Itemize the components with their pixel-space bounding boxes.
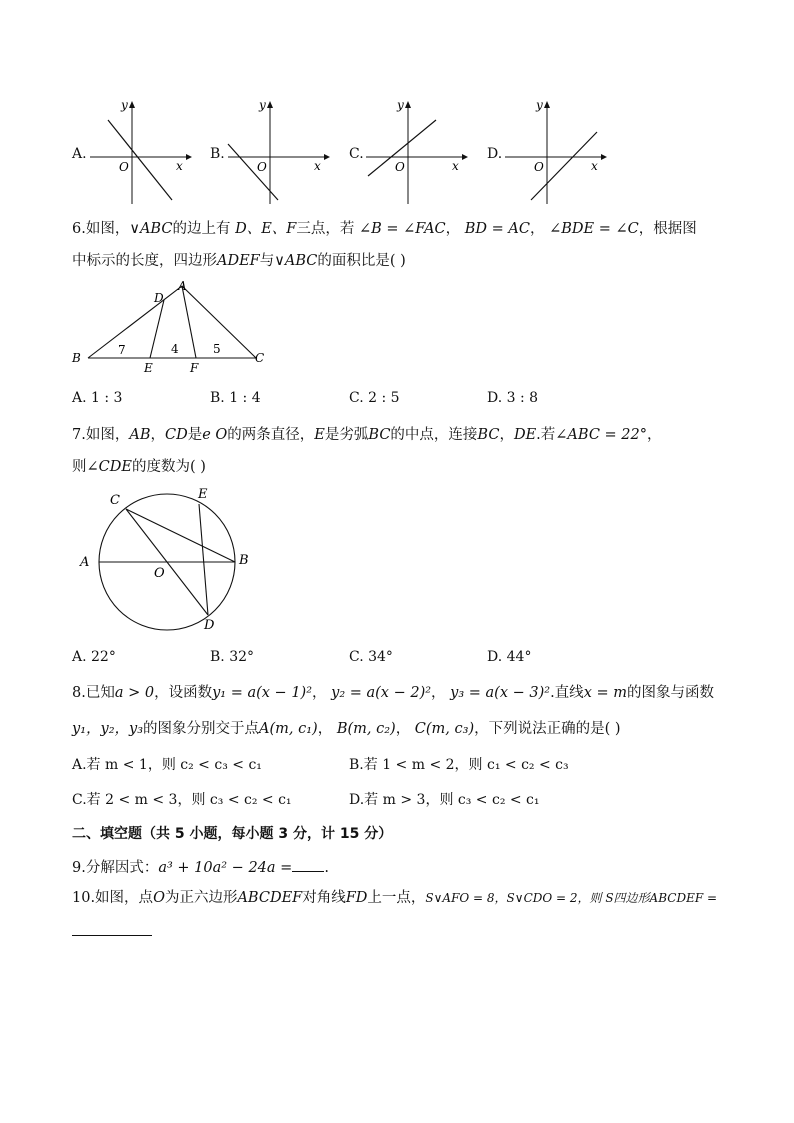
q8-option-d: D.若 m > 3，则 c₃ < c₂ < c₁ xyxy=(349,792,540,808)
q8-line1: 8.已知a > 0，设函数y₁ = a(x − 1)²， y₂ = a(x − 2)²， y₃ = a(x − 3)².直线x = m的图象与函数 xyxy=(72,685,714,701)
length-be: 7 xyxy=(118,343,126,357)
x-label: x xyxy=(314,159,321,173)
label-e: E xyxy=(198,487,208,502)
q10-line: 10.如图，点O为正六边形ABCDEF对角线FD上一点，S∨AFO = 8，S∨CDO = 2，则 S四边形ABCDEF = xyxy=(72,890,718,906)
q7-option-c: C. 34° xyxy=(349,649,393,665)
label-o: O xyxy=(154,566,165,581)
origin-label: O xyxy=(534,160,544,174)
x-label: x xyxy=(452,159,459,173)
q8-option-b: B.若 1 < m < 2，则 c₁ < c₂ < c₃ xyxy=(349,757,569,773)
label-e: E xyxy=(144,361,153,375)
x-label: x xyxy=(591,159,598,173)
label-f: F xyxy=(190,361,199,375)
q8-option-c: C.若 2 < m < 3，则 c₃ < c₂ < c₁ xyxy=(72,792,292,808)
q6-option-b: B. 1 : 4 xyxy=(210,390,261,406)
q7-line2: 则∠CDE的度数为( ) xyxy=(72,459,206,475)
q8-line2: y₁，y₂，y₃的图象分别交于点A(m, c₁)， B(m, c₂)， C(m, c₃)，下列说法正确的是( ) xyxy=(72,721,621,737)
q5-graph-b xyxy=(226,96,336,206)
label-a: A xyxy=(80,555,90,570)
y-label: y xyxy=(259,98,266,112)
q9-line: 9.分解因式：a³ + 10a² − 24a = . xyxy=(72,860,329,876)
q7-option-a: A. 22° xyxy=(72,649,116,665)
q10-answer-blank xyxy=(72,935,152,936)
label-d: D xyxy=(204,618,215,633)
label-a: A xyxy=(178,279,187,293)
q5-graph-c xyxy=(364,96,474,206)
q5-option-d-label: D. xyxy=(487,146,503,162)
q6-option-d: D. 3 : 8 xyxy=(487,390,539,406)
y-label: y xyxy=(121,98,128,112)
section-title: 二、填空题（共 5 小题，每小题 3 分，计 15 分） xyxy=(72,826,393,842)
q8-option-a: A.若 m < 1，则 c₂ < c₃ < c₁ xyxy=(72,757,262,773)
q7-option-b: B. 32° xyxy=(210,649,255,665)
q7-line1: 7.如图，AB，CD是e O的两条直径，E是劣弧BC的中点，连接BC，DE.若∠ABC = 22°， xyxy=(72,427,662,443)
q6-line2: 中标示的长度，四边形ADEF与∨ABC的面积比是( ) xyxy=(72,253,406,269)
q5-option-c-label: C. xyxy=(349,146,364,162)
q5-graph-d xyxy=(503,96,613,206)
label-c: C xyxy=(110,493,120,508)
y-label: y xyxy=(397,98,404,112)
origin-label: O xyxy=(257,160,267,174)
length-ef: 4 xyxy=(171,342,179,356)
label-b: B xyxy=(72,351,81,365)
q5-option-a-label: A. xyxy=(72,146,87,162)
label-c: C xyxy=(255,351,265,365)
origin-label: O xyxy=(119,160,129,174)
q7-option-d: D. 44° xyxy=(487,649,532,665)
q6-line1: 6.如图，∨ABC的边上有 D、E、F三点，若 ∠B = ∠FAC， BD = AC， ∠BDE = ∠C，根据图 xyxy=(72,221,697,237)
q5-graph-a xyxy=(88,96,198,206)
q7-circle-figure xyxy=(72,484,262,636)
q5-option-b-label: B. xyxy=(210,146,225,162)
y-label: y xyxy=(536,98,543,112)
origin-label: O xyxy=(395,160,405,174)
q6-triangle-figure xyxy=(68,276,278,376)
label-d: D xyxy=(154,291,164,305)
answer-blank xyxy=(292,859,324,872)
q6-option-c: C. 2 : 5 xyxy=(349,390,400,406)
length-fc: 5 xyxy=(213,342,221,356)
label-b: B xyxy=(239,553,249,568)
x-label: x xyxy=(176,159,183,173)
q6-option-a: A. 1 : 3 xyxy=(72,390,123,406)
